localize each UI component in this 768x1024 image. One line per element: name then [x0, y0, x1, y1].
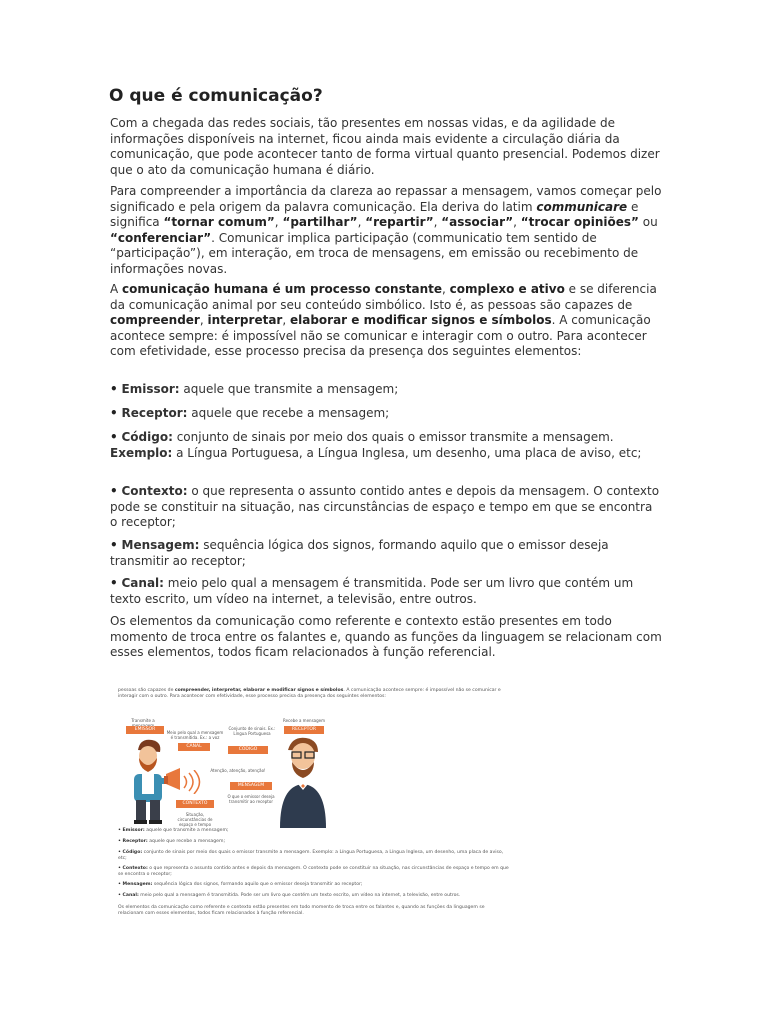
paragraph-origin [110, 184, 662, 277]
bullet: • [110, 406, 118, 420]
list-item-canal [110, 576, 662, 607]
item-term: Exemplo: [110, 445, 173, 460]
paragraph-process [110, 282, 662, 360]
meaning-term: “partilhar” [282, 215, 358, 229]
text-span: e se diferencia da comunicação animal por seu conteúdo simbólico. Isto é, as pessoas são capazes de [110, 282, 657, 312]
bold-term: elaborar e modificar signos e símbolos [289, 313, 552, 327]
item-term: Contexto: [121, 484, 188, 498]
list-item-receptor [110, 406, 662, 422]
figure-top-text [118, 688, 510, 700]
bold-term: • Mensagem: [118, 882, 153, 887]
text-span: e significa [110, 199, 639, 229]
list-item-codigo [110, 430, 662, 461]
bullet: • [110, 430, 118, 444]
text-span: , [513, 215, 521, 229]
item-text: meio pelo qual a mensagem é transmitida. Pode ser um livro que contém um texto escrito, um vídeo na internet, a televisão, entre outros. [110, 576, 634, 606]
tag-codigo: CÓDIGO [228, 746, 268, 754]
label-contexto-desc: Situação, circunstâncias de espaço e tempo [177, 812, 213, 827]
bold-term: • Receptor: [118, 839, 148, 844]
label-atencao: Atenção, atenção, atenção! [210, 768, 266, 773]
item-text: aquele que transmite a mensagem; [179, 382, 399, 396]
tag-contexto: CONTEXTO [176, 800, 214, 808]
item-text: conjunto de sinais por meio dos quais o emissor transmite a mensagem. [172, 430, 614, 444]
tag-emissor: EMISSOR [126, 726, 164, 734]
bold-term: • Contexto: [118, 866, 148, 871]
text-span: pessoas são capazes de [118, 688, 175, 693]
text-span: meio pelo qual a mensagem é transmitida. Pode ser um livro que contém um texto escrito, um vídeo na internet, a televisão, entre outros. [138, 893, 461, 898]
page-title: O que é comunicação? [109, 86, 323, 106]
bold-term: • Canal: [118, 893, 139, 898]
item-term: Canal: [121, 576, 164, 590]
text-span: o que representa o assunto contido antes e depois da mensagem. O contexto pode se constituir na situação, nas circunstâncias de espaço e tempo em que se encontra o receptor; [118, 866, 509, 877]
meaning-term: “tornar comum” [163, 215, 275, 229]
bullet: • [110, 484, 118, 498]
list-item-mensagem [110, 538, 662, 569]
bold-term: • Código: [118, 850, 143, 855]
item-term: Código: [121, 430, 173, 444]
bold-term: compreender, interpretar, elaborar e modificar signos e símbolos [174, 688, 344, 693]
item-text: a Língua Portuguesa, a Língua Inglesa, um desenho, uma placa de aviso, etc; [172, 445, 642, 460]
tag-canal: CANAL [178, 743, 210, 751]
label-canal-desc: Meio pelo qual a mensagem é transmitida. Ex.: a voz [166, 730, 224, 740]
sound-waves-icon [180, 770, 202, 794]
emissor-illustration [120, 736, 184, 828]
paragraph-closing: Os elementos da comunicação como referente e contexto estão presentes em todo momento de troca entre os falantes e, quando as funções da linguagem se relacionam com esses elementos, todos ficam relacionados à função referencial. [110, 614, 662, 659]
label-codigo-desc: Conjunto de sinais. Ex.: Língua Portuguesa [228, 726, 276, 736]
figure-line [118, 882, 510, 888]
text-span: , [199, 313, 208, 327]
bold-term: complexo e ativo [449, 282, 565, 296]
meaning-term: “trocar opiniões” [520, 215, 639, 229]
figure-bottom-text: Os elementos da comunicação como referente e contexto estão presentes em todo momento de troca entre os falantes e, quando as funções da linguagem se relacionam com esses elementos, todos ficam relacionados à função referencial. [118, 905, 485, 916]
item-term: Emissor: [121, 382, 180, 396]
item-term: Mensagem: [121, 538, 200, 552]
tag-mensagem: MENSAGEM [230, 782, 272, 790]
bold-term: • Emissor: [118, 828, 145, 833]
text-span: . Comunicar implica participação (communicatio tem sentido de “participação”), em interação, em troca de mensagens, em emissão ou recebimento de informações novas. [110, 230, 639, 276]
text-span: sequência lógica dos signos, formando aquilo que o emissor deseja transmitir ao receptor; [152, 882, 363, 887]
text-span: , [274, 215, 283, 229]
text-span: aquele que transmite a mensagem; [144, 828, 229, 833]
text-span: , [357, 215, 366, 229]
label-transmite: Transmite a [131, 718, 155, 723]
list-item-contexto [110, 484, 662, 531]
bullet: • [110, 576, 118, 590]
figure-line [118, 839, 510, 845]
bold-term: compreender [110, 313, 200, 327]
bold-term: comunicação humana é um processo constante [122, 282, 442, 296]
item-text: sequência lógica dos signos, formando aquilo que o emissor deseja transmitir ao receptor; [110, 538, 609, 568]
text-span: A [110, 282, 123, 296]
infographic-figure [114, 688, 514, 928]
text-span: , [433, 215, 442, 229]
text-span: Para compreender a importância da clareza ao repassar a mensagem, vamos começar pelo significado e pela origem da palavra comunicação. Ela deriva do latim [110, 184, 662, 214]
text-span: . A comunicação acontece sempre: é impossível não se comunicar e interagir com o outro. Para acontecer com efetividade, esse processo precisa da presença dos seguintes elementos: [118, 688, 501, 699]
text-span: aquele que recebe a mensagem; [147, 839, 226, 844]
item-text: o que representa o assunto contido antes e depois da mensagem. O contexto pode se constituir na situação, nas circunstâncias de espaço e tempo em que se encontra o receptor; [110, 484, 660, 529]
item-text: aquele que recebe a mensagem; [187, 406, 390, 420]
bold-term: interpretar [207, 313, 283, 327]
latin-term: communicare [536, 199, 628, 214]
list-item-emissor [110, 382, 662, 398]
tag-receptor: RECEPTOR [284, 726, 324, 734]
item-term: Receptor: [121, 406, 188, 420]
text-span: . A comunicação acontece sempre: é impossível não se comunicar e interagir com o outro. Para acontecer com efetividade, esse processo precisa da presença dos seguintes elementos: [110, 313, 651, 358]
text-span: conjunto de sinais por meio dos quais o emissor transmite a mensagem. Exemplo: a Língua Portuguesa, a Língua Inglesa, um desenho, uma placa de aviso, etc; [118, 850, 504, 861]
figure-line [118, 828, 510, 834]
text-span: , [282, 313, 290, 327]
label-recebe: Recebe a mensagem [282, 718, 326, 723]
label-mensagem-desc: O que o emissor deseja transmitir ao receptor [227, 794, 275, 804]
bullet: • [110, 382, 118, 396]
receptor-illustration [274, 736, 334, 828]
meaning-term: “conferenciar” [110, 230, 212, 245]
figure-line [118, 850, 510, 862]
figure-line [118, 866, 510, 878]
text-span: , [442, 282, 450, 296]
meaning-term: “associar” [441, 215, 514, 229]
paragraph-intro: Com a chegada das redes sociais, tão presentes em nossas vidas, e da agilidade de informações disponíveis na internet, ficou ainda mais evidente a circulação diária da comunicação, que pode acontecer tanto de forma virtual quanto presencial. Podemos dizer que o ato da comunicação humana é diário. [110, 116, 660, 177]
bullet: • [110, 538, 118, 552]
figure-line [118, 893, 510, 899]
meaning-term: “repartir” [365, 215, 434, 229]
text-span: ou [638, 215, 658, 229]
